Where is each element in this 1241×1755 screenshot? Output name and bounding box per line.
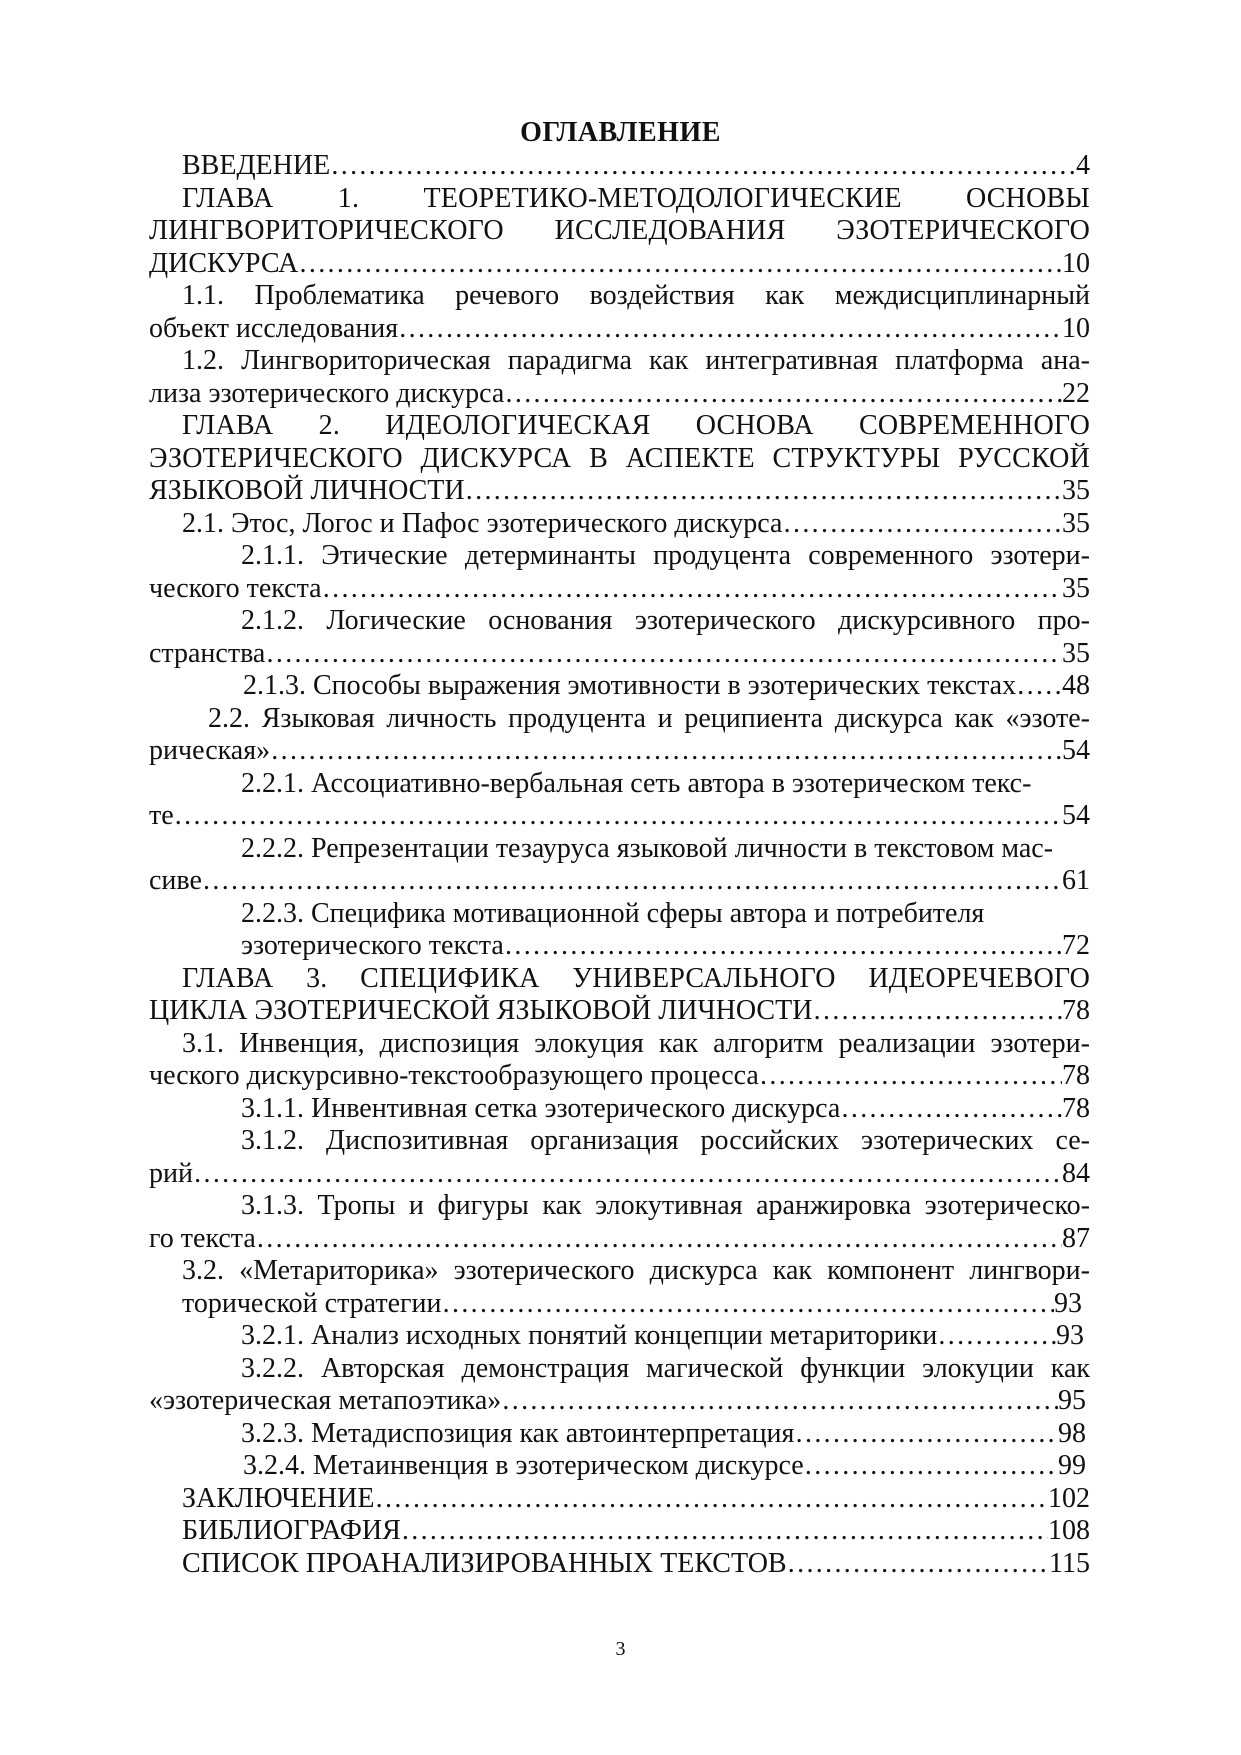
toc-entry-introduction — [149, 150, 1090, 183]
toc-page-number: 35 — [1062, 637, 1090, 669]
toc-page-number: 99 — [1058, 1450, 1086, 1481]
toc-page-number: 108 — [1048, 1515, 1090, 1546]
toc-entry-line: сиве — [149, 865, 202, 896]
toc-entry-line: ЦИКЛА ЭЗОТЕРИЧЕСКОЙ ЯЗЫКОВОЙ ЛИЧНОСТИ — [149, 995, 813, 1026]
toc-page-number: 102 — [1048, 1482, 1090, 1514]
toc-entry-line: 3.2.2. Авторская демонстрация магической функции элокуции как — [241, 1352, 1090, 1384]
toc-entry-line: ЯЗЫКОВОЙ ЛИЧНОСТИ — [149, 475, 465, 506]
toc-title: ОГЛАВЛЕНИЕ — [520, 117, 721, 148]
toc-entry-section-3-2 — [149, 1255, 1090, 1320]
toc-entry-line: те — [149, 800, 174, 831]
toc-entry-line: 2.2. Языковая личность продуцента и реципиента дискурса как «эзоте- — [208, 702, 1090, 734]
toc-entry-subsection-2-1-3 — [149, 670, 1090, 703]
toc-entry-line: объект исследования — [149, 312, 399, 344]
toc-page-number: 72 — [1062, 930, 1090, 961]
toc-entry-bibliography — [149, 1515, 1090, 1548]
toc-entry-subsection-2-1-1 — [149, 540, 1090, 605]
toc-entry-line: ГЛАВА 1. ТЕОРЕТИКО-МЕТОДОЛОГИЧЕСКИЕ ОСНОВЫ — [182, 182, 1090, 214]
toc-entry-section-1-1 — [149, 280, 1090, 345]
toc-entry-chapter-3 — [149, 963, 1090, 1028]
toc-entry-line: 1.1. Проблематика речевого воздействия как междисциплинарный — [182, 280, 1090, 311]
toc-entry-line: 2.2.2. Репрезентации тезауруса языковой личности в текстовом мас- — [241, 832, 1054, 864]
toc-entry-line: рическая» — [149, 735, 271, 766]
toc-entry-line: ЭЗОТЕРИЧЕСКОГО ДИСКУРСА В АСПЕКТЕ СТРУКТУРЫ РУССКОЙ — [149, 442, 1090, 474]
toc-entry-subsection-3-2-3 — [149, 1418, 1090, 1451]
toc-page-number: 78 — [1062, 1060, 1090, 1091]
toc-page-number: 115 — [1049, 1547, 1090, 1579]
toc-entry-subsection-3-1-2 — [149, 1125, 1090, 1190]
toc-entry-section-2-1 — [149, 508, 1090, 541]
toc-entry-line: эзотерического текста — [241, 930, 504, 961]
toc-entry-title: СПИСОК ПРОАНАЛИЗИРОВАННЫХ ТЕКСТОВ — [182, 1547, 787, 1579]
toc-page-number: 93 — [1054, 1287, 1082, 1319]
toc-entry-line: 2.1.1. Этические детерминанты продуцента современного эзотери- — [241, 540, 1090, 571]
toc-entry-line: ГЛАВА 3. СПЕЦИФИКА УНИВЕРСАЛЬНОГО ИДЕОРЕЧЕВОГО — [182, 962, 1090, 994]
toc-entry-line: торической стратегии — [182, 1287, 442, 1319]
toc-entry-subsection-3-2-2 — [149, 1353, 1090, 1418]
toc-entry-subsection-3-2-4 — [149, 1450, 1090, 1483]
toc-entry-line: рий — [149, 1157, 193, 1189]
page-number: 3 — [615, 1638, 626, 1660]
toc-entry-title: 3.2.3. Метадиспозиция как автоинтерпретация — [241, 1417, 795, 1449]
toc-entry-line: 3.2. «Метариторика» эзотерического дискурса как компонент лингвори- — [182, 1255, 1090, 1286]
toc-entry-line: 3.1.2. Диспозитивная организация российских эзотерических се- — [241, 1125, 1090, 1156]
toc-page-number: 87 — [1062, 1222, 1090, 1254]
toc-entry-chapter-1 — [149, 183, 1090, 281]
toc-entry-line: ческого текста — [149, 572, 322, 604]
toc-page-number: 98 — [1058, 1417, 1086, 1449]
toc-entry-section-1-2 — [149, 345, 1090, 410]
toc-entry-title: 3.2.4. Метаинвенция в эзотерическом дискурсе — [243, 1450, 804, 1481]
toc-entry-line: ГЛАВА 2. ИДЕОЛОГИЧЕСКАЯ ОСНОВА СОВРЕМЕННОГО — [182, 410, 1090, 441]
toc-page-number: 61 — [1062, 865, 1090, 896]
toc-entry-line: го текста — [149, 1222, 256, 1254]
toc-page-number: 48 — [1062, 670, 1090, 701]
toc-page-number: 93 — [1056, 1320, 1084, 1351]
toc-entry-conclusion — [149, 1483, 1090, 1516]
toc-entry-subsection-3-1-3 — [149, 1190, 1090, 1255]
toc-entry-section-2-2 — [149, 703, 1090, 768]
toc-page-number: 10 — [1062, 312, 1090, 344]
toc-entry-line: 1.2. Лингвориторическая парадигма как интегративная платформа ана- — [182, 345, 1090, 376]
toc-page-number: 54 — [1062, 800, 1090, 831]
toc-page-number: 95 — [1058, 1385, 1086, 1416]
toc-entry-subsection-3-1-1 — [149, 1093, 1090, 1126]
toc-entry-line: 2.2.3. Специфика мотивационной сферы автора и потребителя — [241, 897, 985, 929]
toc-entry-line: 3.1. Инвенция, диспозиция элокуция как алгоритм реализации эзотери- — [182, 1027, 1090, 1059]
toc-entry-analyzed-texts — [149, 1548, 1090, 1581]
toc-entry-chapter-2 — [149, 410, 1090, 508]
toc-entry-subsection-2-2-3 — [149, 898, 1090, 963]
toc-entry-line: «эзотерическая метапоэтика» — [149, 1385, 502, 1416]
toc-entry-line: ДИСКУРСА — [149, 247, 299, 279]
toc-page-number: 78 — [1062, 1092, 1090, 1124]
toc-page-number: 22 — [1062, 377, 1090, 409]
toc-entry-line: ЛИНГВОРИТОРИЧЕСКОГО ИССЛЕДОВАНИЯ ЭЗОТЕРИЧЕСКОГО — [149, 215, 1090, 246]
toc-page-number: 84 — [1062, 1157, 1090, 1189]
toc-entry-title: ЗАКЛЮЧЕНИЕ — [182, 1482, 375, 1514]
toc-entry-subsection-2-2-2 — [149, 833, 1090, 898]
toc-entry-title: ВВЕДЕНИЕ — [182, 150, 331, 181]
toc-entry-section-3-1 — [149, 1028, 1090, 1093]
toc-entry-title: 2.1. Этос, Логос и Пафос эзотерического дискурса — [182, 507, 783, 539]
toc-entry-title: БИБЛИОГРАФИЯ — [182, 1515, 401, 1546]
toc-entry-title: 3.2.1. Анализ исходных понятий концепции метариторики — [241, 1320, 938, 1351]
toc-page-number: 78 — [1062, 995, 1090, 1026]
toc-entry-subsection-3-2-1 — [149, 1320, 1090, 1353]
toc-entry-line: ческого дискурсивно-текстообразующего процесса — [149, 1060, 759, 1091]
toc-page-number: 4 — [1076, 150, 1090, 181]
table-of-contents — [149, 150, 1090, 1580]
toc-page-number: 35 — [1062, 507, 1090, 539]
toc-page-number: 54 — [1062, 735, 1090, 766]
toc-page-number: 35 — [1062, 475, 1090, 506]
toc-entry-line: странства — [149, 637, 266, 669]
toc-entry-line: 2.1.2. Логические основания эзотерического дискурсивного про- — [241, 605, 1090, 636]
toc-entry-line: лиза эзотерического дискурса — [149, 377, 505, 409]
toc-entry-subsection-2-1-2 — [149, 605, 1090, 670]
toc-entry-title: 3.1.1. Инвентивная сетка эзотерического дискурса — [241, 1092, 841, 1124]
toc-page-number: 35 — [1062, 572, 1090, 604]
toc-entry-subsection-2-2-1 — [149, 768, 1090, 833]
toc-entry-title: 2.1.3. Способы выражения эмотивности в эзотерических текстах — [243, 670, 1017, 701]
toc-page-number: 10 — [1062, 247, 1090, 279]
toc-entry-line: 3.1.3. Тропы и фигуры как элокутивная аранжировка эзотерическо- — [241, 1190, 1090, 1221]
toc-entry-line: 2.2.1. Ассоциативно-вербальная сеть автора в эзотерическом текс- — [241, 767, 1032, 799]
